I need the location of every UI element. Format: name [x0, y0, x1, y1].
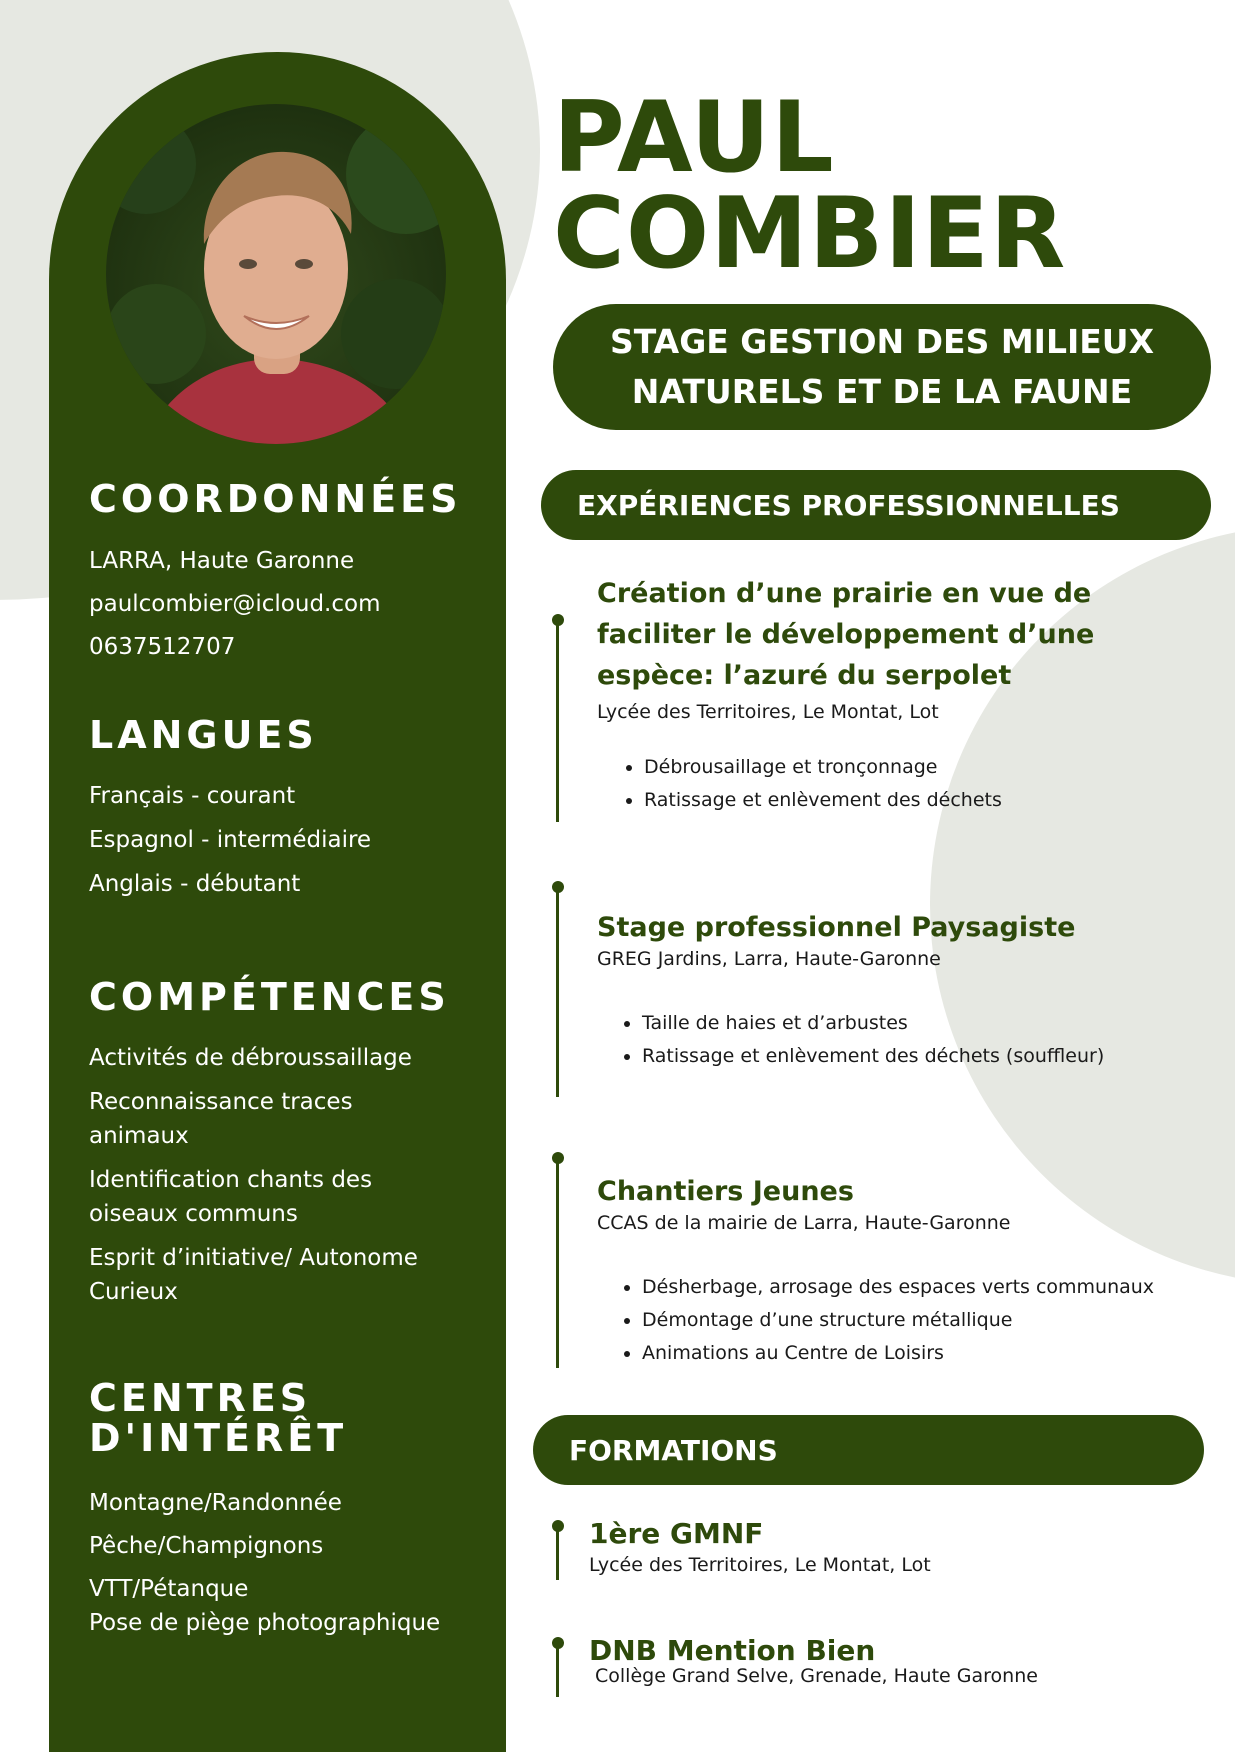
interest-item: Montagne/Randonnée [89, 1490, 342, 1516]
task-item: • Animations au Centre de Loisirs [642, 1337, 1207, 1370]
interest-item: Pose de piège photographique [89, 1610, 441, 1636]
experience-heading: EXPÉRIENCES PROFESSIONNELLES [577, 488, 1120, 522]
education-entry [589, 1633, 1209, 1689]
candidate-name [553, 81, 1067, 291]
profile-photo [106, 104, 446, 444]
contact-phone[interactable]: 0637512707 [89, 634, 236, 660]
contact-section [89, 477, 489, 664]
education-title: 1ère GMNF [589, 1517, 764, 1550]
experience-tasks [597, 1007, 1207, 1073]
education-place: Lycée des Territoires, Le Montat, Lot [589, 1554, 931, 1576]
timeline-line [556, 887, 559, 1097]
skills-list [89, 1041, 439, 1309]
experience-entry [597, 907, 1207, 1073]
experience-place: GREG Jardins, Larra, Haute-Garonne [597, 948, 941, 970]
education-entry [589, 1516, 1189, 1578]
first-name: PAUL [553, 81, 835, 195]
experience-title: Stage professionnel Paysagiste [597, 912, 1076, 943]
contact-location: LARRA, Haute Garonne [89, 548, 355, 574]
task-item: • Ratissage et enlèvement des déchets (souffleur) [642, 1040, 1207, 1073]
timeline-line [556, 620, 559, 822]
languages-heading: LANGUES [89, 713, 318, 757]
education-heading: FORMATIONS [569, 1433, 778, 1467]
skills-heading: COMPÉTENCES [89, 975, 450, 1019]
experience-entry [597, 1171, 1207, 1370]
skill-item: Activités de débroussaillage [89, 1045, 412, 1071]
contact-list [89, 544, 489, 664]
contact-email[interactable]: paulcombier@icloud.com [89, 591, 381, 617]
interests-heading [89, 1378, 489, 1458]
languages-list [89, 779, 489, 901]
profile-photo-icon [106, 104, 446, 444]
experience-heading-banner [541, 470, 1211, 540]
interests-section [89, 1378, 489, 1640]
experience-place: CCAS de la mairie de Larra, Haute-Garonne [597, 1212, 1011, 1234]
skill-item: Curieux [89, 1279, 178, 1305]
education-title: DNB Mention Bien [589, 1634, 876, 1667]
education-place: Collège Grand Selve, Grenade, Haute Garonne [595, 1665, 1038, 1687]
education-heading-banner [533, 1415, 1204, 1485]
experience-entry [597, 573, 1207, 817]
timeline-line [556, 1643, 559, 1697]
experience-title: Chantiers Jeunes [597, 1176, 854, 1207]
interest-item: Pêche/Champignons [89, 1533, 324, 1559]
task-item: • Démontage d’une structure métallique [642, 1304, 1207, 1337]
job-title: STAGE GESTION DES MILIEUX NATURELS ET DE LA FAUNE [609, 322, 1155, 411]
job-title-banner [553, 304, 1211, 430]
contact-heading: COORDONNÉES [89, 477, 462, 521]
language-item: Français - courant [89, 783, 296, 809]
interest-item: VTT/Pétanque [89, 1576, 249, 1602]
task-item: • Ratissage et enlèvement des déchets [644, 784, 1207, 817]
language-item: Espagnol - intermédiaire [89, 827, 372, 853]
task-item: • Débrousaillage et tronçonnage [644, 751, 1207, 784]
experience-title: Création d’une prairie en vue de faciliter le développement d’une espèce: l’azuré du serpolet [597, 578, 1095, 691]
experience-place: Lycée des Territoires, Le Montat, Lot [597, 701, 939, 723]
interests-list [89, 1486, 489, 1640]
skill-item: Identification chants des oiseaux communs [89, 1167, 373, 1227]
language-item: Anglais - débutant [89, 871, 301, 897]
last-name: COMBIER [553, 177, 1067, 291]
experience-tasks [597, 751, 1207, 817]
skills-section [89, 975, 489, 1309]
languages-section [89, 713, 489, 901]
task-item: • Désherbage, arrosage des espaces verts communaux [642, 1271, 1207, 1304]
experience-tasks [597, 1271, 1207, 1370]
timeline-line [556, 1158, 559, 1368]
skill-item: Esprit d’initiative/ Autonome [89, 1245, 418, 1271]
skill-item: Reconnaissance traces animaux [89, 1089, 353, 1149]
interests-heading-line2: D'INTÉRÊT [89, 1416, 348, 1460]
interests-heading-line1: CENTRES [89, 1376, 312, 1420]
timeline-line [556, 1526, 559, 1580]
task-item: • Taille de haies et d’arbustes [642, 1007, 1207, 1040]
